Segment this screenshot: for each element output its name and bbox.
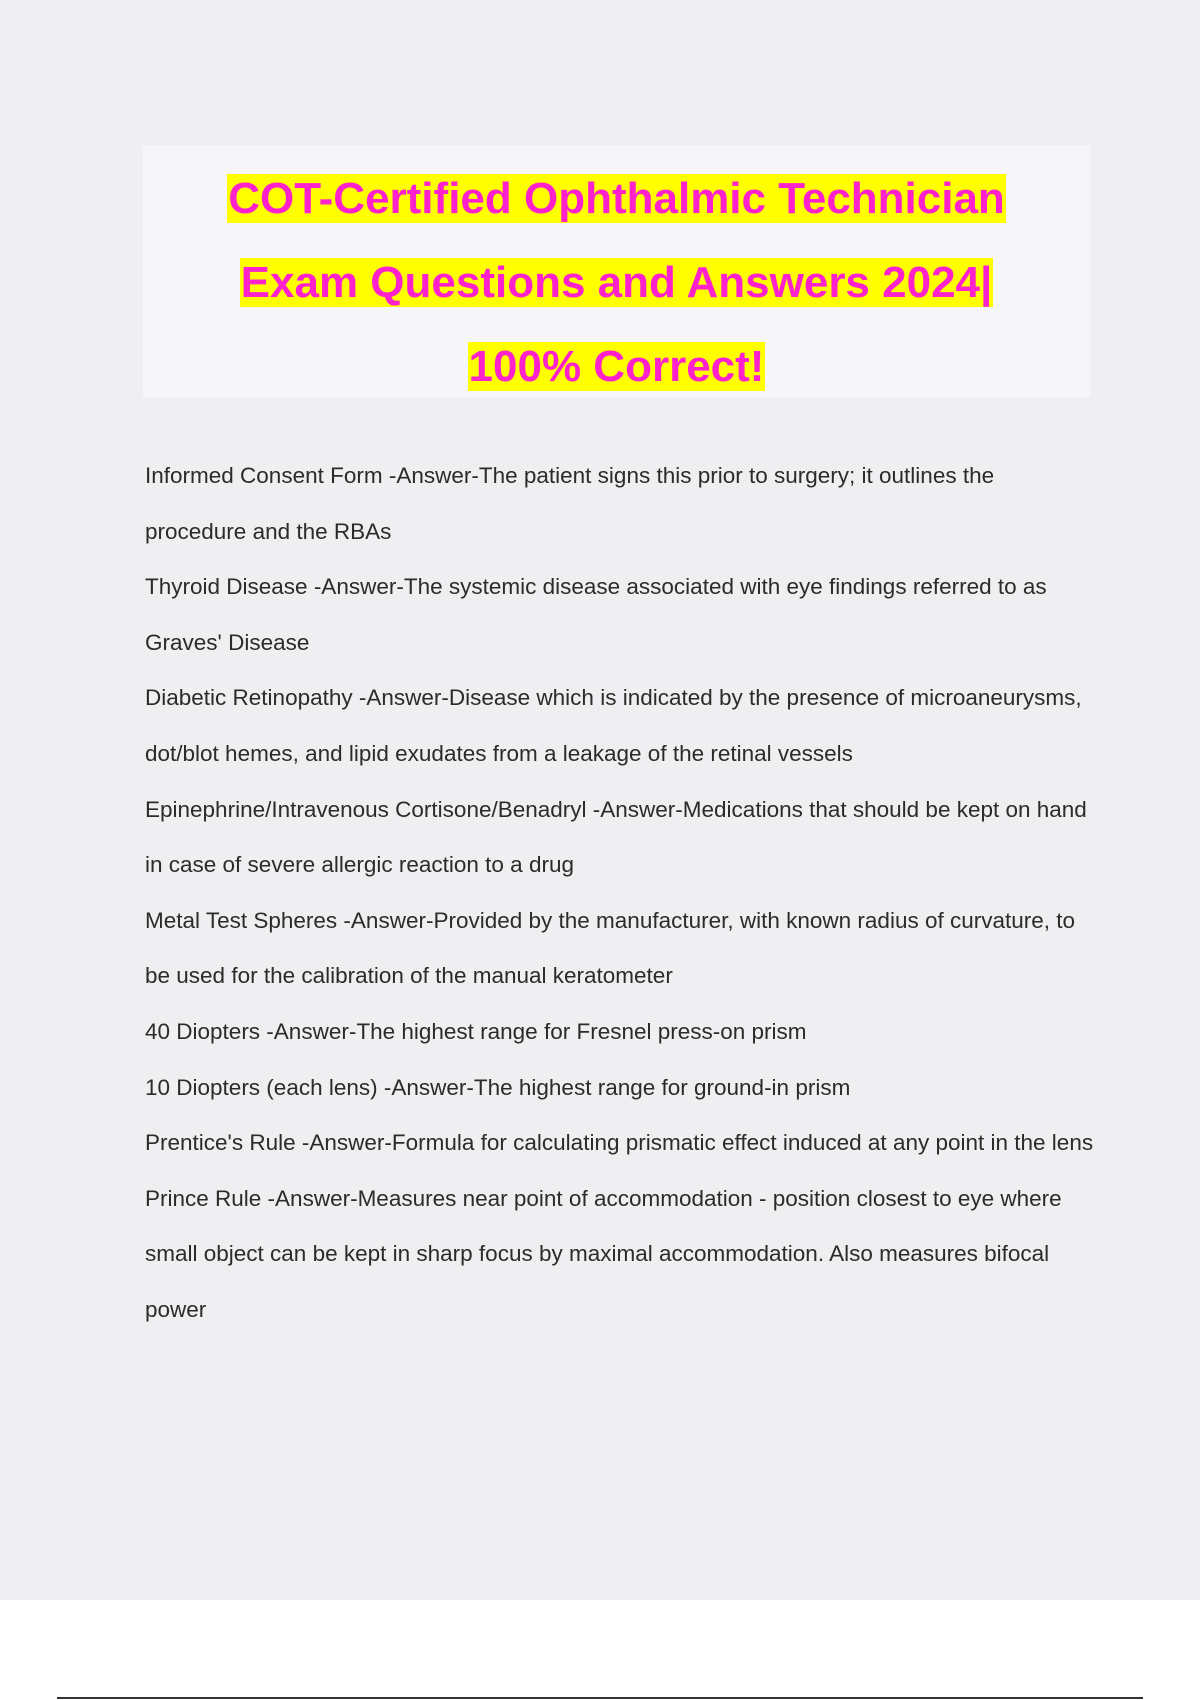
title-line-3	[143, 341, 1090, 393]
question-answer-list	[145, 448, 1095, 1338]
qa-entry: Informed Consent Form -Answer-The patient signs this prior to surgery; it outlines the procedure and the RBAs	[145, 463, 995, 544]
title-line-3-text: 100% Correct!	[468, 342, 765, 391]
qa-entry: 40 Diopters -Answer-The highest range for Fresnel press-on prism	[145, 1018, 807, 1044]
title-line-1	[143, 173, 1090, 225]
qa-entry: Prentice's Rule -Answer-Formula for calculating prismatic effect induced at any point in the lens	[145, 1130, 1094, 1156]
title-line-2-text: Exam Questions and Answers 2024|	[240, 258, 993, 307]
qa-entry: Thyroid Disease -Answer-The systemic disease associated with eye findings referred to as Graves' Disease	[145, 574, 1047, 655]
title-line-2	[143, 257, 1090, 309]
qa-entry: Diabetic Retinopathy -Answer-Disease which is indicated by the presence of microaneurysms, dot/blot hemes, and lipid exudates from a leakage of the retinal vessels	[145, 685, 1082, 766]
qa-entry: Metal Test Spheres -Answer-Provided by the manufacturer, with known radius of curvature, to be used for the calibration of the manual keratometer	[145, 907, 1076, 989]
title-block	[143, 145, 1090, 397]
title-line-1-text: COT-Certified Ophthalmic Technician	[228, 174, 1005, 223]
footer-divider	[57, 1697, 1143, 1699]
qa-entry: 10 Diopters (each lens) -Answer-The highest range for ground-in prism	[145, 1074, 851, 1100]
qa-entry: Epinephrine/Intravenous Cortisone/Benadryl -Answer-Medications that should be kept on hand in case of severe allergic reaction to a drug	[145, 796, 1087, 878]
qa-entry: Prince Rule -Answer-Measures near point of accommodation - position closest to eye where small object can be kept in sharp focus by maximal accommodation. Also measures bifocal power	[145, 1185, 1062, 1322]
